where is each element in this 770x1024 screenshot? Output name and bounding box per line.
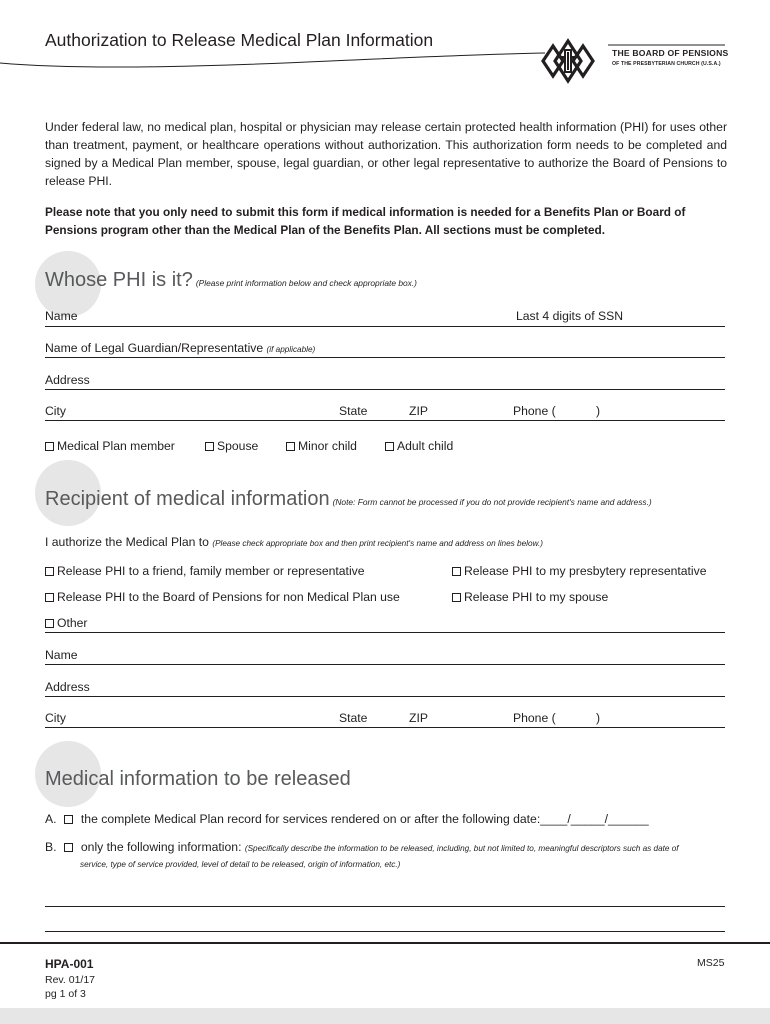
section2-subheading: (Note: Form cannot be processed if you do not provide recipient's name and address.)	[332, 497, 652, 507]
other-field-line[interactable]	[45, 632, 725, 633]
check-spouse[interactable]	[205, 439, 258, 453]
option-b[interactable]	[45, 840, 679, 854]
form-revision-block	[45, 973, 95, 1001]
intro-paragraph: Under federal law, no medical plan, hospital or physician may release certain protected health information (PHI) for uses other than treatment, payment, or healthcare operations without authorization. This authorization form needs to be completed and signed by a Medical Plan member, spouse, legal guardian, or other legal representative to authorize the Board of Pensions to release PHI.	[45, 120, 727, 188]
recipient-state-label: State	[339, 711, 368, 725]
checkbox-icon[interactable]	[286, 442, 295, 451]
option-presbytery[interactable]	[452, 564, 707, 578]
section3-heading: Medical information to be released	[45, 768, 351, 790]
phone-close-paren: )	[596, 404, 601, 418]
recipient-phone-label: Phone (	[513, 711, 556, 725]
option-label: Release PHI to a friend, family member or representative	[57, 564, 365, 578]
check-medical-plan-member[interactable]	[45, 439, 175, 453]
option-label: Other	[57, 616, 88, 630]
recipient-phone-close-paren: )	[596, 711, 601, 725]
check-label: Spouse	[217, 439, 259, 453]
option-friend[interactable]	[45, 564, 365, 578]
name-field-line[interactable]	[45, 326, 725, 327]
name-label: Name	[45, 309, 78, 323]
zip-label: ZIP	[409, 404, 428, 418]
option-other[interactable]	[45, 616, 87, 630]
address-label: Address	[45, 373, 90, 387]
state-label: State	[339, 404, 368, 418]
authorize-note: (Please check appropriate box and then print recipient's name and address on lines below.)	[212, 539, 543, 548]
authorize-line	[45, 535, 543, 549]
option-b-letter: B.	[45, 840, 57, 854]
section1-subheading: (Please print information below and check appropriate box.)	[195, 278, 417, 288]
check-label: Minor child	[298, 439, 357, 453]
option-label: Release PHI to my spouse	[464, 590, 609, 604]
note-paragraph: Please note that you only need to submit this form if medical information is needed for a Benefits Plan or Board of Pensions program other than the Medical Plan of the Benefits Plan. All sections must be completed.	[45, 205, 686, 237]
checkbox-icon[interactable]	[45, 619, 54, 628]
describe-line-1[interactable]	[45, 906, 725, 907]
check-adult-child[interactable]	[385, 439, 453, 453]
section1-title: Whose PHI is it?	[45, 269, 193, 291]
logo-name: THE BOARD OF PENSIONS	[612, 48, 729, 58]
section1-heading	[45, 269, 417, 292]
option-board[interactable]	[45, 590, 400, 604]
recipient-zip-label: ZIP	[409, 711, 428, 725]
option-b-note: (Specifically describe the information to be released, including, but not limited to, meaningful descriptors such as date of	[244, 844, 679, 853]
city-label: City	[45, 404, 66, 418]
option-a-letter: A.	[45, 812, 57, 826]
guardian-label-text: Name of Legal Guardian/Representative	[45, 341, 264, 355]
address-field-line[interactable]	[45, 389, 725, 390]
checkbox-icon[interactable]	[45, 567, 54, 576]
guardian-field-line[interactable]	[45, 357, 725, 358]
phone-label: Phone (	[513, 404, 556, 418]
checkbox-icon[interactable]	[45, 593, 54, 602]
ms-code: MS25	[697, 957, 725, 969]
checkbox-icon[interactable]	[64, 815, 73, 824]
checkbox-icon[interactable]	[45, 442, 54, 451]
checkbox-icon[interactable]	[64, 843, 73, 852]
city-field-line[interactable]	[45, 420, 725, 421]
logo-subtitle: OF THE PRESBYTERIAN CHURCH (U.S.A.)	[612, 61, 721, 67]
checkbox-icon[interactable]	[385, 442, 394, 451]
bottom-band	[0, 1008, 770, 1024]
option-label: Release PHI to the Board of Pensions for non Medical Plan use	[57, 590, 400, 604]
guardian-label	[45, 341, 315, 355]
form-title: Authorization to Release Medical Plan Information	[45, 30, 434, 50]
option-a-text: the complete Medical Plan record for services rendered on or after the following date:____/_____/______	[80, 812, 649, 826]
check-label: Medical Plan member	[57, 439, 175, 453]
recipient-name-line[interactable]	[45, 664, 725, 665]
check-label: Adult child	[397, 439, 454, 453]
option-b-note-continued: service, type of service provided, level of detail to be released, origin of information, etc.)	[80, 860, 401, 869]
checkbox-icon[interactable]	[205, 442, 214, 451]
checkbox-icon[interactable]	[452, 567, 461, 576]
section2-title: Recipient of medical information	[45, 488, 330, 510]
footer-divider	[0, 942, 770, 944]
section2-heading	[45, 488, 652, 511]
recipient-name-label: Name	[45, 648, 78, 662]
page-number: pg 1 of 3	[45, 988, 86, 1000]
recipient-city-label: City	[45, 711, 66, 725]
form-code: HPA-001	[45, 957, 94, 971]
ssn-label: Last 4 digits of SSN	[516, 309, 624, 323]
checkbox-icon[interactable]	[452, 593, 461, 602]
board-of-pensions-logo-icon	[535, 33, 607, 89]
authorize-text: I authorize the Medical Plan to	[45, 535, 209, 549]
option-label: Release PHI to my presbytery representative	[464, 564, 707, 578]
recipient-city-line[interactable]	[45, 727, 725, 728]
option-spouse[interactable]	[452, 590, 608, 604]
recipient-address-line[interactable]	[45, 696, 725, 697]
check-minor-child[interactable]	[286, 439, 357, 453]
option-b-text: only the following information:	[80, 840, 242, 854]
guardian-note: (if applicable)	[266, 345, 316, 354]
form-revision: Rev. 01/17	[45, 974, 96, 986]
option-a[interactable]	[45, 812, 649, 826]
recipient-address-label: Address	[45, 680, 90, 694]
describe-line-2[interactable]	[45, 931, 725, 932]
